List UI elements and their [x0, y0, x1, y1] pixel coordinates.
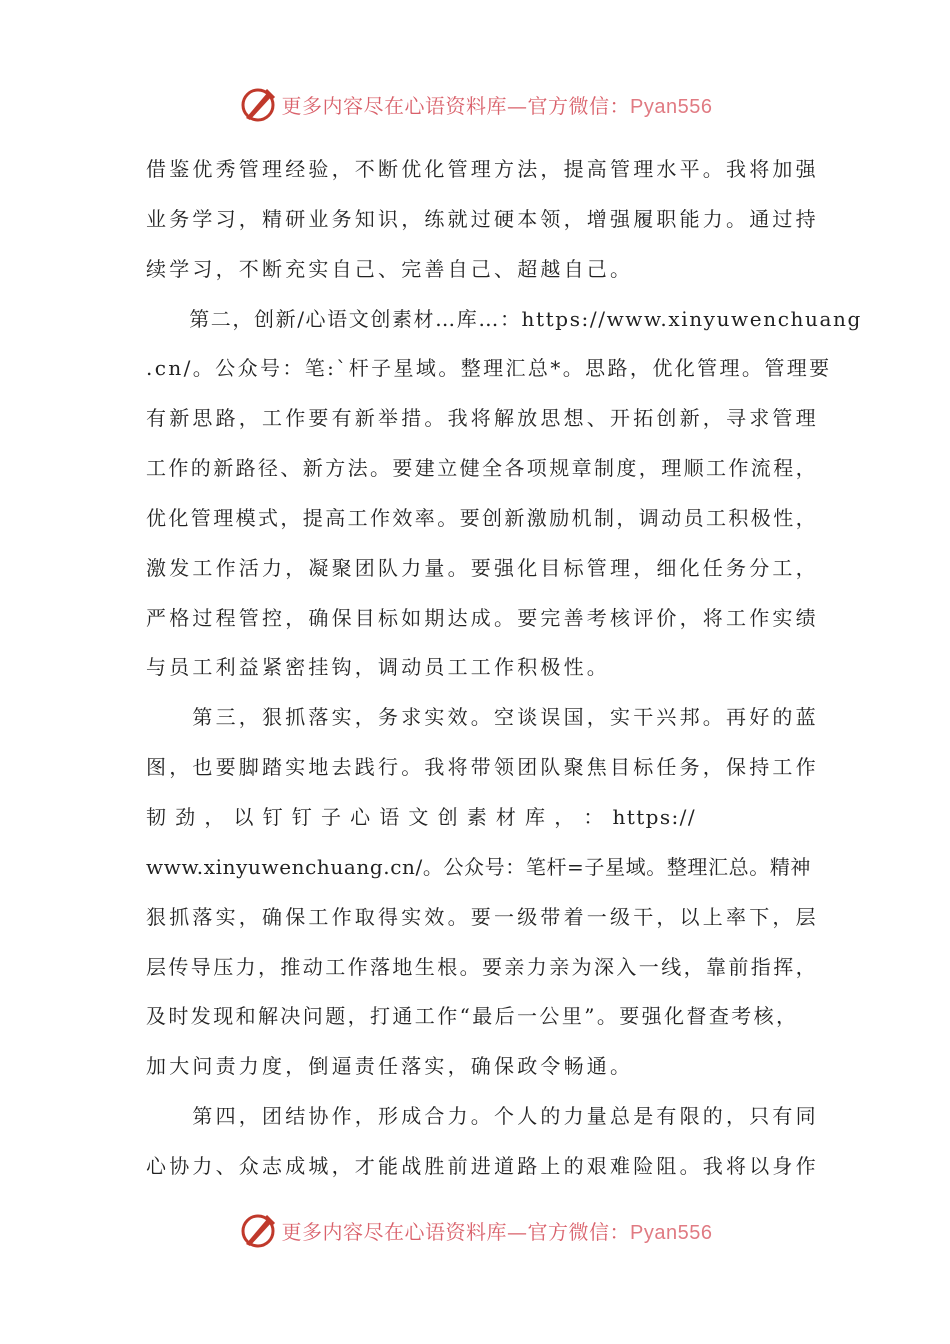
banner-wechat-label: 官方微信： [527, 1219, 631, 1244]
text-line: 严格过程管控，确保目标如期达成。要完善考核评价，将工作实绩 [146, 605, 819, 630]
text-line: 层传导压力，推动工作落地生根。要亲力亲为深入一线，靠前指挥， [146, 954, 818, 979]
header-banner [0, 82, 950, 126]
text-line: 狠抓落实，确保工作取得实效。要一级带着一级干，以上率下，层 [146, 904, 819, 929]
text-line: 工作的新路径、新方法。要建立健全各项规章制度，理顺工作流程， [146, 456, 818, 481]
banner-text [282, 90, 713, 119]
banner-wechat-id: Pyan556 [630, 95, 713, 118]
text-line: 第四，团结协作，形成合力。个人的力量总是有限的，只有同 [146, 1104, 819, 1129]
banner-title: 更多内容尽在心语资料库 [281, 93, 508, 118]
document-body [146, 145, 862, 1192]
text-line: 及时发现和解决问题，打通工作“最后一公里”。要强化督查考核， [146, 1004, 799, 1029]
text-line: 加大问责力度，倒逼责任落实，确保政令畅通。 [146, 1054, 634, 1079]
text-line: .cn/。公众号：笔:`杆子星域。整理汇总*。思路，优化管理。管理要 [146, 356, 832, 381]
footer-banner [0, 1208, 950, 1252]
text-line: 激发工作活力，凝聚团队力量。要强化目标管理，细化任务分工， [146, 555, 819, 580]
text-line: 第三，狠抓落实，务求实效。空谈误国，实干兴邦。再好的蓝 [146, 705, 819, 730]
text-line: 优化管理模式，提高工作效率。要创新激励机制，调动员工积极性， [146, 505, 818, 530]
text-line: 图，也要脚踏实地去践行。我将带领团队聚焦目标任务，保持工作 [146, 755, 819, 780]
text-line: 心协力、众志成城，才能战胜前进道路上的艰难险阻。我将以身作 [146, 1153, 819, 1178]
text-line: 有新思路，工作要有新举措。我将解放思想、开拓创新，寻求管理 [146, 406, 819, 431]
pen-logo-icon [238, 84, 278, 124]
text-line: 与员工利益紧密挂钩，调动员工工作积极性。 [146, 655, 610, 680]
text-line: 借鉴优秀管理经验，不断优化管理方法，提高管理水平。我将加强 [146, 157, 819, 181]
banner-title: 更多内容尽在心语资料库 [281, 1219, 508, 1244]
text-line: www.xinyuwenchuang.cn/。公众号：笔杆=子星域。整理汇总。精神 [146, 854, 812, 879]
text-line: 业务学习，精研业务知识，练就过硬本领，增强履职能力。通过持 [146, 206, 819, 231]
text-line: 续学习，不断充实自己、完善自己、超越自己。 [146, 256, 634, 281]
banner-wechat-id: Pyan556 [630, 1221, 713, 1244]
banner-dash: — [507, 1219, 528, 1244]
text-line: 第二，创新/心语文创素材…库…：https://www.xinyuwenchuang [146, 306, 862, 331]
text-line: 韧 劲 ， 以 钉 钉 子 心 语 文 创 素 材 库 ， ： https:// [146, 804, 696, 829]
banner-text [282, 1216, 713, 1245]
pen-logo-icon [238, 1210, 278, 1250]
banner-dash: — [507, 93, 528, 118]
banner-wechat-label: 官方微信： [527, 93, 631, 118]
